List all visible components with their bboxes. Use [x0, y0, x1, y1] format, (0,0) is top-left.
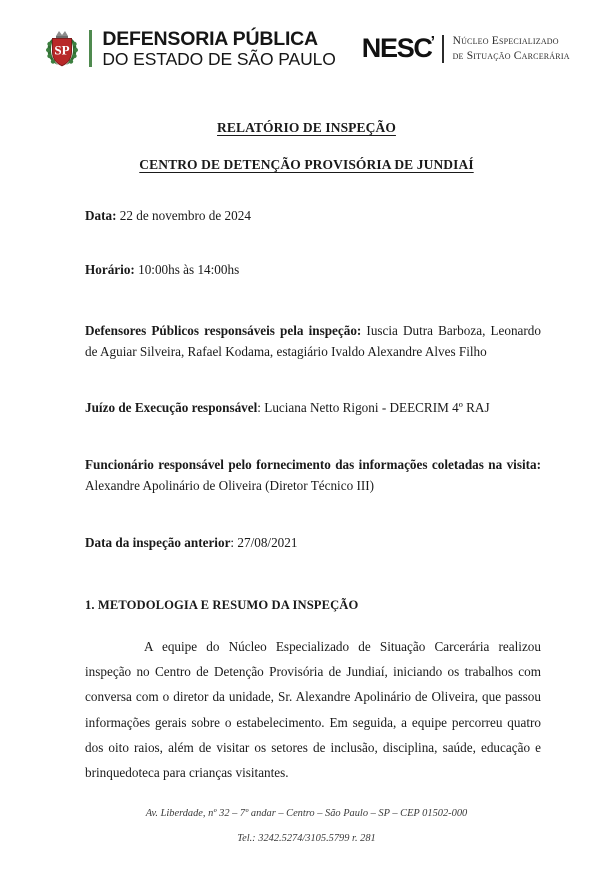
- field-funcionario-label: Funcionário responsável pelo fornecimento das informações coletadas na visita:: [85, 457, 541, 473]
- field-defensores-label: Defensores Públicos responsáveis pela inspeção:: [85, 322, 362, 338]
- defensoria-line-1: DEFENSORIA PÚBLICA: [102, 28, 318, 51]
- field-funcionario-responsavel: [85, 455, 541, 497]
- page-title: RELATÓRIO DE INSPEÇÃO: [217, 120, 396, 135]
- nesc-wordmark: [362, 35, 435, 62]
- nesc-subtitle-line-1: Núcleo Especializado: [452, 35, 559, 48]
- document-body: [85, 206, 541, 786]
- field-horario: [85, 260, 541, 281]
- footer-address: Av. Liberdade, nº 32 – 7º andar – Centro – São Paulo – SP – CEP 01502-000: [145, 808, 468, 820]
- defensoria-publica-logo: [43, 27, 335, 70]
- section-1-paragraph: A equipe do Núcleo Especializado de Situação Carcerária realizou inspeção no Centro de Detenção Provisória de Jundiaí, iniciando os trabalhos com conversa com o diretor da unidade, Sr. Alexandre Apolinário de Oliveira, que passou informações gerais sobre o estabelecimento. Em seguida, a equipe percorreu quatro dos oito raios, além de visitar os setores de inclusão, disciplina, saúde, educação e brinquedoteca para crianças visitantes.: [85, 638, 541, 781]
- footer-phone: Tel.: 3242.5274/3105.5799 r. 281: [237, 832, 376, 844]
- field-juizo-execucao: [85, 398, 541, 419]
- defensoria-publica-wordmark: [102, 29, 335, 67]
- field-defensores-publicos: [85, 321, 541, 363]
- field-data-value: 22 de novembro de 2024: [116, 208, 251, 223]
- nesc-subtitle: [453, 34, 570, 62]
- field-funcionario-value: Alexandre Apolinário de Oliveira (Diretor Técnico III): [85, 478, 375, 494]
- section-1-heading: 1. METODOLOGIA E RESUMO DA INSPEÇÃO: [85, 597, 359, 612]
- field-data-label: Data:: [85, 208, 117, 223]
- field-juizo-label: Juízo de Execução responsável: [85, 400, 258, 416]
- logo-divider-bar: [89, 30, 92, 67]
- defensoria-line-2: DO ESTADO DE SÃO PAULO: [102, 48, 336, 69]
- page-subtitle: CENTRO DE DETENÇÃO PROVISÓRIA DE JUNDIAÍ: [139, 157, 474, 172]
- field-inspecao-anterior-value: : 27/08/2021: [230, 535, 298, 551]
- svg-text:SP: SP: [54, 42, 70, 58]
- field-defensores-value: Iuscia Dutra Barboza, Leonardo de Aguiar Silveira, Rafael Kodama, estagiário Ivaldo Alexandre Alves Filho: [85, 322, 541, 359]
- field-data: [85, 206, 541, 227]
- field-inspecao-anterior: [85, 533, 541, 554]
- field-juizo-value: : Luciana Netto Rigoni - DEECRIM 4º RAJ: [257, 400, 490, 416]
- nesc-mark-text: NESC: [361, 33, 432, 63]
- sao-paulo-coat-of-arms-icon: [43, 27, 81, 70]
- nesc-subtitle-line-2: de Situação Carcerária: [452, 49, 570, 62]
- nesc-mark-tick: ’: [430, 34, 436, 51]
- field-horario-value: 10:00hs às 14:00hs: [134, 261, 240, 277]
- field-horario-label: Horário:: [85, 261, 135, 277]
- document-title-block: [0, 120, 613, 173]
- nesc-divider-bar: [442, 35, 444, 63]
- nesc-logo: [362, 34, 570, 62]
- document-header: [0, 0, 613, 76]
- document-footer: [0, 808, 613, 844]
- field-inspecao-anterior-label: Data da inspeção anterior: [85, 535, 231, 551]
